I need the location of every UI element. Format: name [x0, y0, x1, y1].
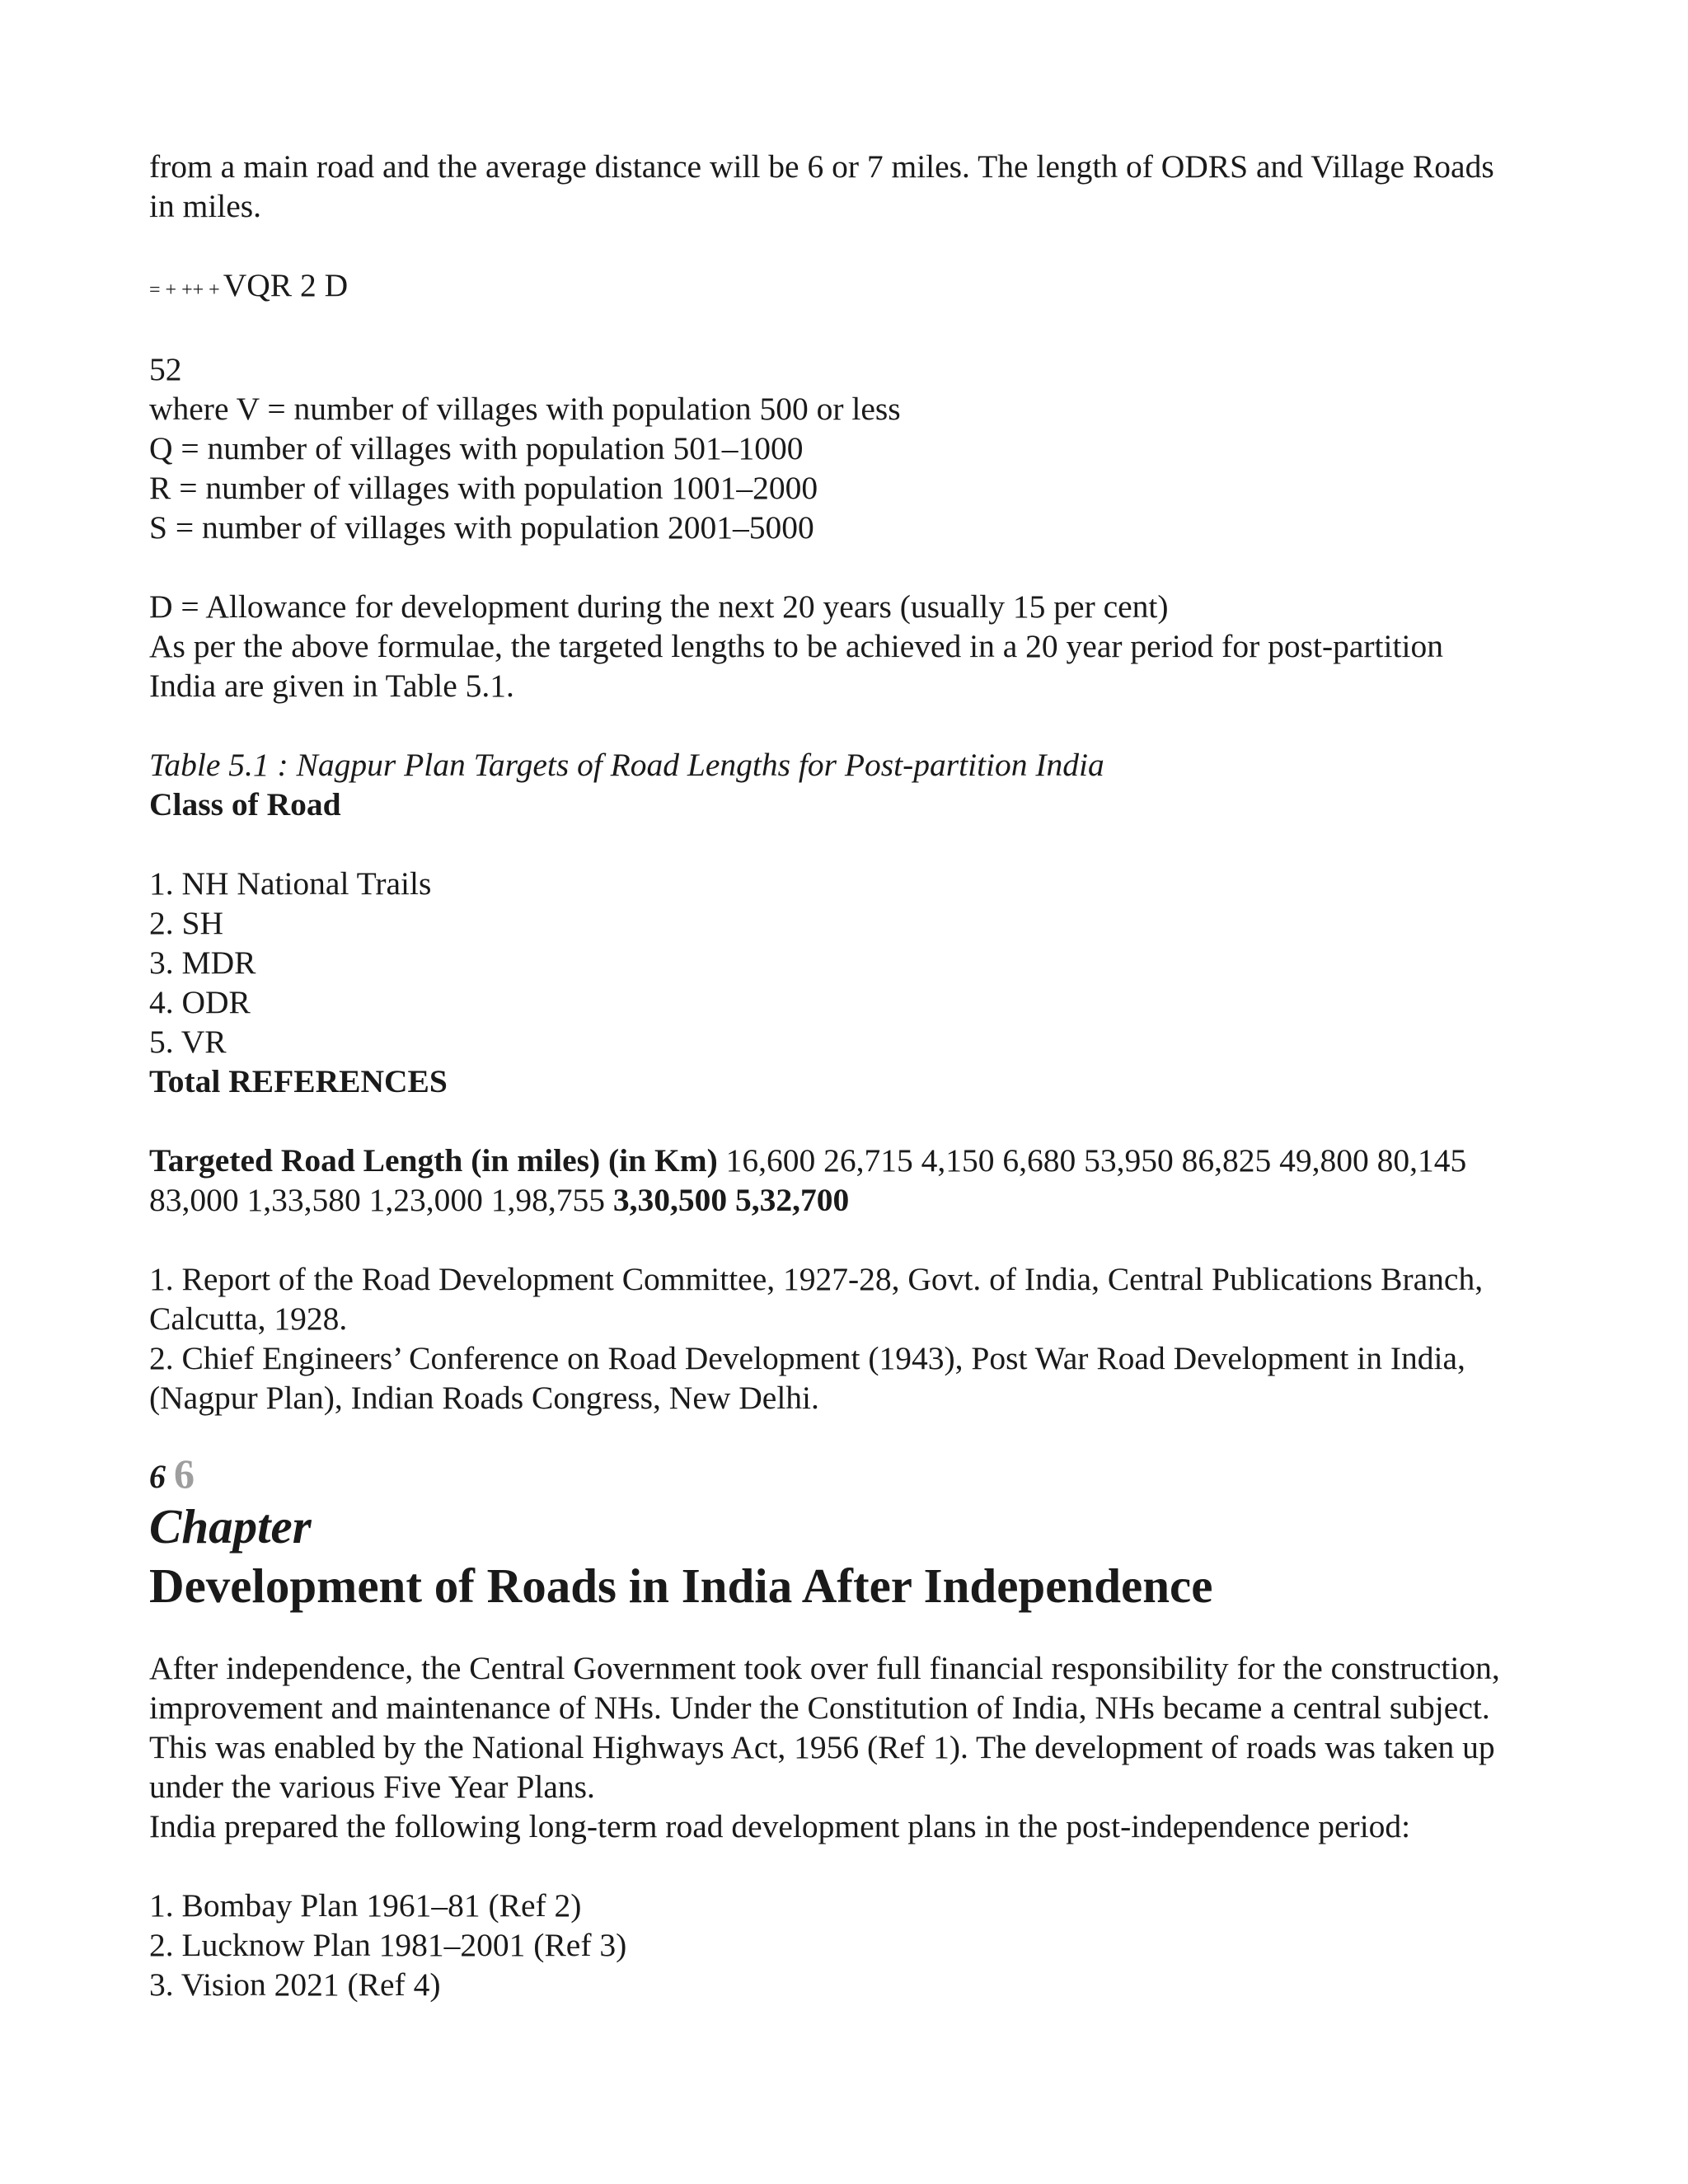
chapter-number-main: 6 — [149, 1458, 166, 1495]
spacer — [149, 1846, 1542, 1886]
allowance-line-3: India are given in Table 5.1. — [149, 668, 514, 704]
length-values-2: 83,000 1,33,580 1,23,000 1,98,755 — [149, 1182, 605, 1218]
chapter-paragraph-line: improvement and maintenance of NHs. Under the Constitution of India, NHs became a central subject. — [149, 1690, 1490, 1726]
definition-v: where V = number of villages with population 500 or less — [149, 391, 901, 427]
definition-q: Q = number of villages with population 501–1000 — [149, 430, 804, 466]
formula-operators: = + ++ + — [149, 279, 220, 301]
plan-item: 1. Bombay Plan 1961–81 (Ref 2) — [149, 1887, 582, 1924]
reference-2-line-2: (Nagpur Plan), Indian Roads Congress, New Delhi. — [149, 1380, 819, 1416]
reference-1-line-1: 1. Report of the Road Development Committee, 1927-28, Govt. of India, Central Publications Branch, — [149, 1261, 1484, 1297]
chapter-paragraph-line: India prepared the following long-term road development plans in the post-independence period: — [149, 1808, 1411, 1844]
formula — [149, 265, 1542, 310]
targeted-length-line-2 — [149, 1180, 1542, 1220]
reference-2-line-1: 2. Chief Engineers’ Conference on Road Development (1943), Post War Road Development in India, — [149, 1340, 1465, 1376]
formula-denominator: 52 — [149, 351, 182, 387]
table-caption: Table 5.1 : Nagpur Plan Targets of Road Lengths for Post-partition India — [149, 747, 1104, 783]
chapter-number-grey: 6 — [174, 1451, 195, 1497]
length-header: Targeted Road Length (in miles) (in Km) — [149, 1142, 718, 1179]
chapter-title: Development of Roads in India After Independence — [149, 1558, 1213, 1613]
road-class-item: 5. VR — [149, 1024, 227, 1060]
intro-line-2: in miles. — [149, 188, 262, 224]
road-class-item: 4. ODR — [149, 984, 251, 1020]
road-class-item: 2. SH — [149, 905, 223, 941]
table-class-header: Class of Road — [149, 786, 341, 823]
chapter-paragraph-line: After independence, the Central Government took over full financial responsibility for the construction, — [149, 1650, 1500, 1686]
definition-s: S = number of villages with population 2001–5000 — [149, 509, 814, 546]
length-totals: 3,30,500 5,32,700 — [612, 1182, 850, 1218]
formula-expression: VQR 2 D — [223, 267, 349, 303]
targeted-length-line-1 — [149, 1141, 1542, 1180]
intro-line-1: from a main road and the average distance will be 6 or 7 miles. The length of ODRS and Village Roads — [149, 148, 1494, 185]
spacer — [149, 1101, 1542, 1141]
spacer — [149, 824, 1542, 864]
reference-1-line-2: Calcutta, 1928. — [149, 1301, 348, 1337]
plan-item: 3. Vision 2021 (Ref 4) — [149, 1966, 441, 2003]
spacer — [149, 547, 1542, 587]
total-references-heading: Total REFERENCES — [149, 1063, 448, 1099]
spacer — [149, 226, 1542, 265]
definition-r: R = number of villages with population 1001–2000 — [149, 470, 818, 506]
spacer — [149, 1220, 1542, 1259]
allowance-line-2: As per the above formulae, the targeted lengths to be achieved in a 20 year period for post-partition — [149, 628, 1443, 664]
chapter-label: Chapter — [149, 1499, 312, 1554]
spacer — [149, 310, 1542, 349]
chapter-number — [149, 1451, 1542, 1497]
document-page — [149, 147, 1542, 2004]
chapter-paragraph-line: This was enabled by the National Highways Act, 1956 (Ref 1). The development of roads was taken up — [149, 1729, 1495, 1765]
spacer — [149, 705, 1542, 745]
length-values-1: 16,600 26,715 4,150 6,680 53,950 86,825 49,800 80,145 — [725, 1142, 1467, 1179]
road-class-item: 1. NH National Trails — [149, 865, 432, 902]
allowance-line-1: D = Allowance for development during the next 20 years (usually 15 per cent) — [149, 588, 1169, 625]
road-class-item: 3. MDR — [149, 944, 256, 981]
chapter-paragraph-line: under the various Five Year Plans. — [149, 1769, 595, 1805]
plan-item: 2. Lucknow Plan 1981–2001 (Ref 3) — [149, 1927, 627, 1963]
